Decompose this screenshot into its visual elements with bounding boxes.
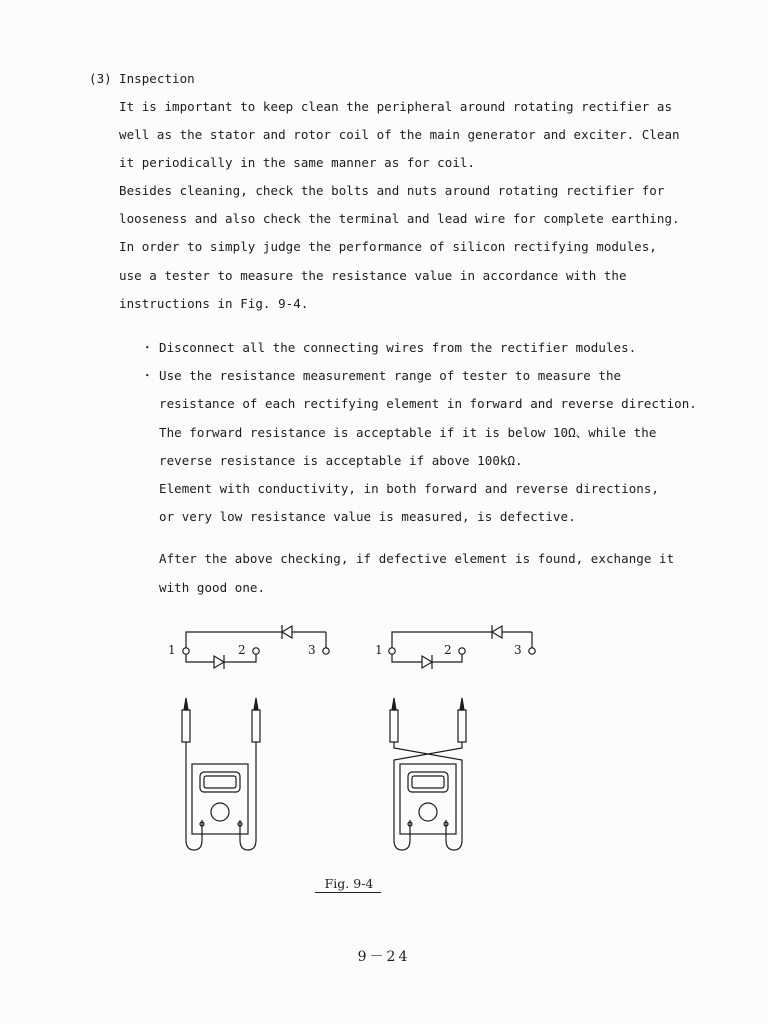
right-rectifier-circuit (370, 620, 560, 680)
bullet-marker: ・ (141, 340, 154, 355)
figure-caption-underline (315, 892, 381, 893)
paragraph-line: instructions in Fig. 9-4. (119, 296, 309, 311)
bullet-item: Use the resistance measurement range of tester to measure the (159, 368, 622, 383)
bullet-continuation-line: Element with conductivity, in both forward and reverse directions, (159, 481, 659, 496)
paragraph-line: well as the stator and rotor coil of the main generator and exciter. Clean (119, 127, 680, 142)
bullet-continuation-line: or very low resistance value is measured, is defective. (159, 509, 576, 524)
figure-caption: Fig. 9-4 (324, 876, 374, 891)
bullet-item: Disconnect all the connecting wires from the rectifier modules. (159, 340, 637, 355)
paragraph-line: It is important to keep clean the peripheral around rotating rectifier as (119, 99, 673, 114)
bullet-marker: ・ (141, 368, 154, 383)
bullet-continuation-line: resistance of each rectifying element in forward and reverse direction. (159, 396, 697, 411)
terminal-1-label: 1 (168, 643, 176, 657)
terminal-2-label: 2 (444, 643, 452, 657)
terminal-2-label: 2 (238, 643, 246, 657)
terminal-1-label: 1 (375, 643, 383, 657)
paragraph-line: looseness and also check the terminal and lead wire for complete earthing. (119, 211, 680, 226)
terminal-3-label: 3 (308, 643, 316, 657)
bullet-continuation-line: The forward resistance is acceptable if it is below 10Ω、while the (159, 425, 657, 440)
tester-forward (170, 690, 270, 860)
paragraph-line: use a tester to measure the resistance value in accordance with the (119, 268, 627, 283)
section-number: (3) (89, 71, 112, 86)
page-number: 9－24 (357, 949, 411, 965)
after-check-line: After the above checking, if defective element is found, exchange it (159, 551, 675, 566)
tester-reverse (378, 690, 478, 860)
terminal-3-label: 3 (514, 643, 522, 657)
paragraph-line: Besides cleaning, check the bolts and nuts around rotating rectifier for (119, 183, 665, 198)
paragraph-line: it periodically in the same manner as for coil. (119, 155, 476, 170)
after-check-line: with good one. (159, 580, 266, 595)
bullet-continuation-line: reverse resistance is acceptable if above 100kΩ. (159, 453, 523, 468)
section-title: Inspection (119, 71, 195, 86)
left-rectifier-circuit (160, 620, 350, 680)
paragraph-line: In order to simply judge the performance of silicon rectifying modules, (119, 239, 657, 254)
